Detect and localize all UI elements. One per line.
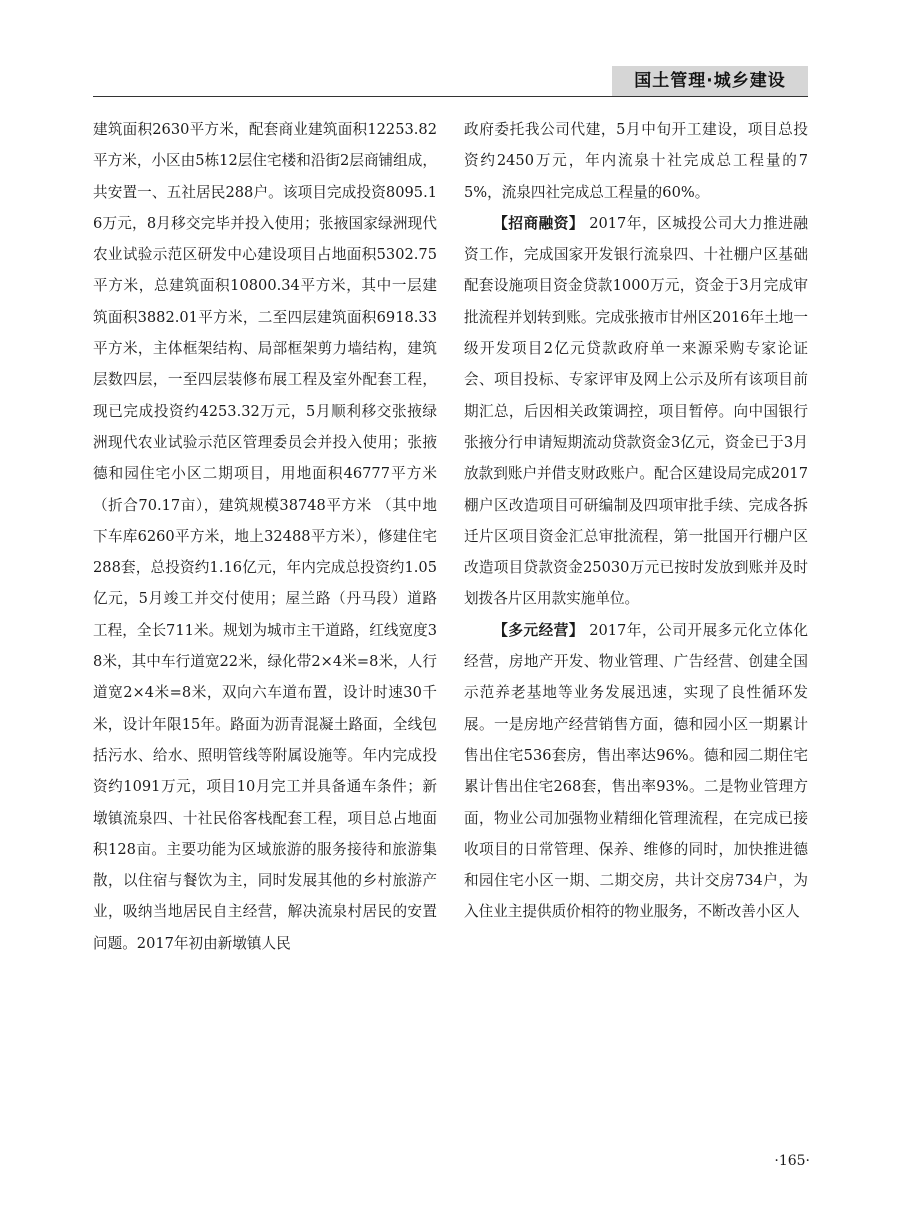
- paragraph-diversified-operations: [464, 615, 808, 928]
- paragraph-construction-projects: [93, 114, 437, 959]
- left-column: [93, 114, 437, 959]
- paragraph-continuation: [464, 114, 808, 208]
- paragraph-investment-financing: [464, 208, 808, 615]
- section-term-diversified-operations: 【多元经营】: [493, 621, 585, 639]
- paragraph-text: 2017年，公司开展多元化立体化经营，房地产开发、物业管理、广告经营、创建全国示范养老基地等业务发展迅速，实现了良性循环发展。一是房地产经营销售方面，德和园小区一期累计售出住宅536套房，售出率达96%。德和园二期住宅累计售出住宅268套，售出率93%。二是物业管理方面，物业公司加强物业精细化管理流程，在完成已接收项目的日常管理、保养、维修的同时，加快推进德和园住宅小区一期、二期交房，共计交房734户，为入住业主提供质价相符的物业服务，不断改善小区人: [464, 621, 808, 921]
- paragraph-text: 2017年，区城投公司大力推进融资工作，完成国家开发银行流泉四、十社棚户区基础配套设施项目资金贷款1000万元，资金于3月完成审批流程并划转到账。完成张掖市甘州区2016年土地一级开发项目2亿元贷款政府单一来源采购专家论证会、项目投标、专家评审及网上公示及所有该项目前期汇总，后因相关政策调控，项目暂停。向中国银行张掖分行申请短期流动贷款资金3亿元，资金已于3月放款到账户并借支财政账户。配合区建设局完成2017棚户区改造项目可研编制及四项审批手续、完成各拆迁片区项目资金汇总审批流程，第一批国开行棚户区改造项目贷款资金25030万元已按时发放到账并及时划拨各片区用款实施单位。: [464, 214, 808, 608]
- section-term-investment-financing: 【招商融资】: [493, 214, 585, 232]
- header-rule: [93, 96, 808, 97]
- paragraph-text: 建筑面积2630平方米，配套商业建筑面积12253.82平方米，小区由5栋12层住宅楼和沿街2层商铺组成，共安置一、五社居民288户。该项目完成投资8095.16万元，8月移交完毕并投入使用；张掖国家绿洲现代农业试验示范区研发中心建设项目占地面积5302.75平方米，总建筑面积10800.34平方米，其中一层建筑面积3882.01平方米，二至四层建筑面积6918.33平方米，主体框架结构、局部框架剪力墙结构，建筑层数四层，一至四层装修布展工程及室外配套工程，现已完成投资约4253.32万元，5月顺利移交张掖绿洲现代农业试验示范区管理委员会并投入使用；张掖德和园住宅小区二期项目，用地面积46777平方米（折合70.17亩），建筑规模38748平方米 （其中地下车库6260平方米，地上32488平方米），修建住宅288套，总投资约1.16亿元，年内完成总投资约1.05亿元，5月竣工并交付使用；屋兰路（丹马段）道路工程，全长711米。规划为城市主干道路，红线宽度38米，其中车行道宽22米，绿化带2×4米=8米，人行道宽2×4米=8米，双向六车道布置，设计时速30千米，设计年限15年。路面为沥青混凝土路面，全线包括污水、给水、照明管线等附属设施等。年内完成投资约1091万元，项目10月完工并具备通车条件；新墩镇流泉四、十社民俗客栈配套工程，项目总占地面积128亩。主要功能为区域旅游的服务接待和旅游集散，以住宿与餐饮为主，同时发展其他的乡村旅游产业，吸纳当地居民自主经营，解决流泉村居民的安置问题。2017年初由新墩镇人民: [93, 121, 437, 952]
- section-title: 国土管理·城乡建设: [634, 71, 786, 91]
- paragraph-text: 政府委托我公司代建，5月中旬开工建设，项目总投资约2450万元，年内流泉十社完成总工程量的75%，流泉四社完成总工程量的60%。: [464, 121, 808, 201]
- page-number: ·165·: [774, 1153, 810, 1169]
- right-column: [464, 114, 808, 928]
